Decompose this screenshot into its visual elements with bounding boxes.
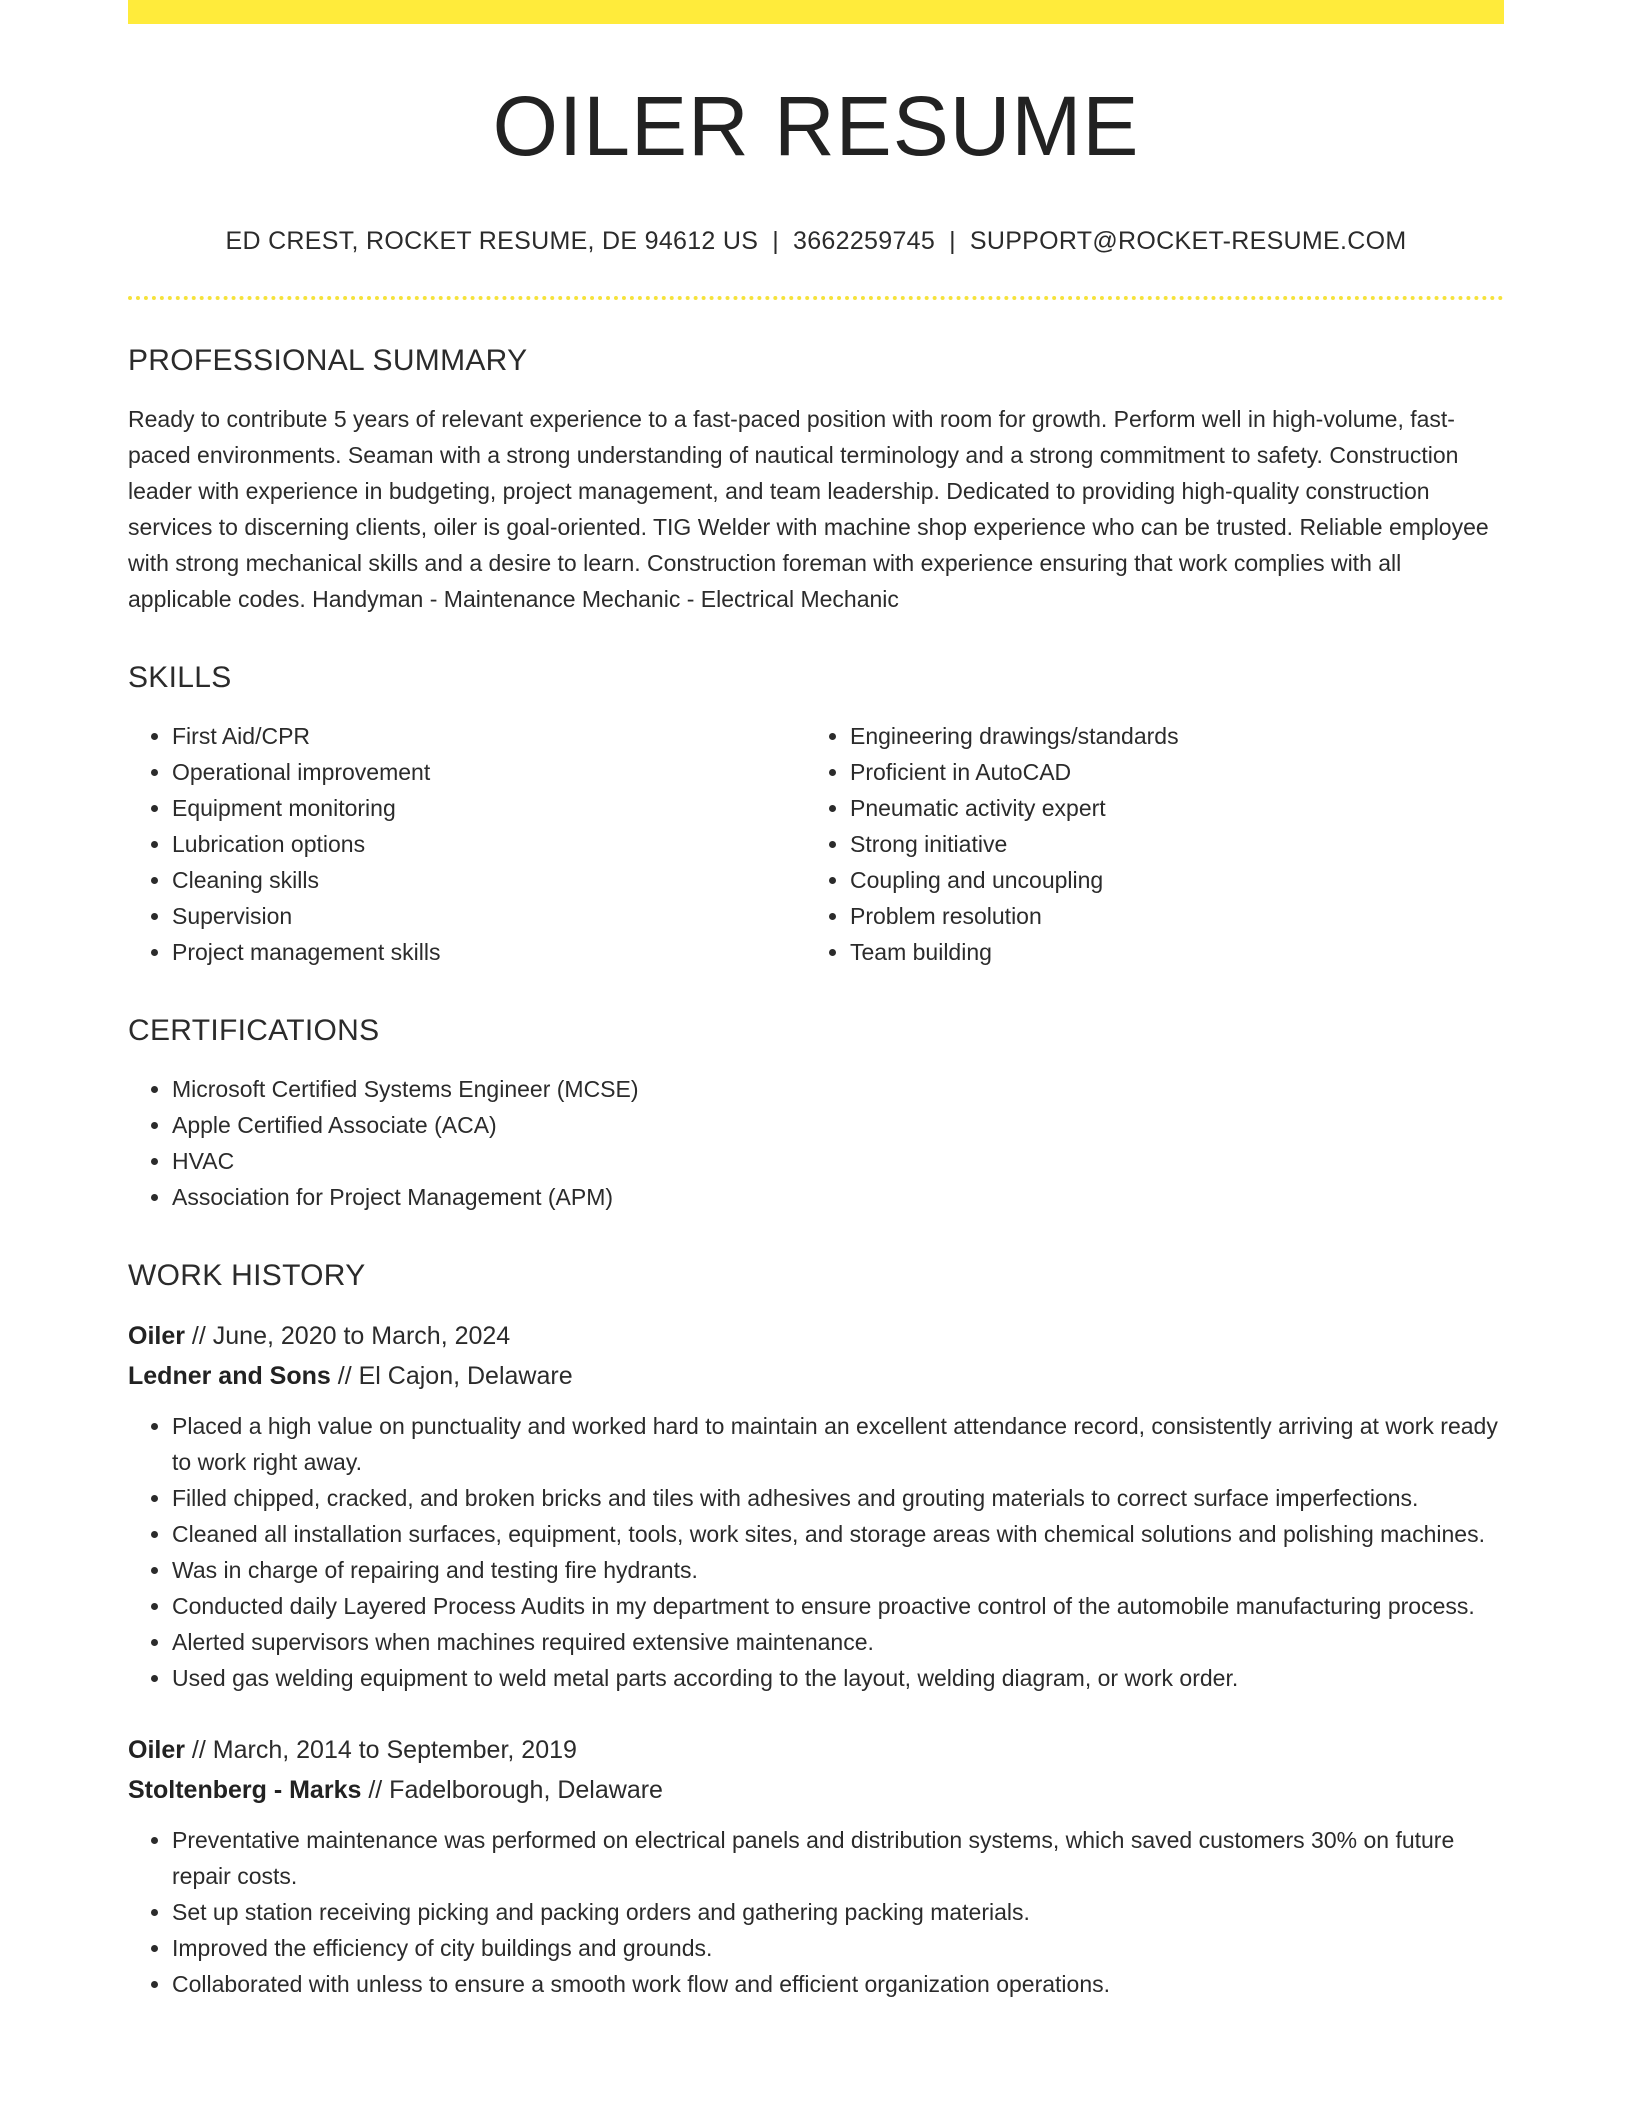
resume-page: [128, 0, 1504, 2002]
job-bullet: • Alerted supervisors when machines required extensive maintenance.: [172, 1624, 1504, 1660]
job-title-line: [128, 1730, 1504, 1770]
skill-item: • Problem resolution: [850, 898, 1484, 934]
resume-title: OILER RESUME: [492, 79, 1140, 173]
job-bullet: • Used gas welding equipment to weld metal parts according to the layout, welding diagram, or work order.: [172, 1660, 1504, 1696]
skill-item: • First Aid/CPR: [172, 718, 806, 754]
section-heading-summary: PROFESSIONAL SUMMARY: [128, 344, 528, 377]
section-heading-skills: SKILLS: [128, 661, 232, 694]
certification-item: • HVAC: [172, 1143, 1504, 1179]
skills-column-left: [128, 718, 806, 970]
contact-line: [128, 226, 1504, 256]
job-entry: [128, 1316, 1504, 1696]
job-bullet: • Set up station receiving picking and packing orders and gathering packing materials.: [172, 1894, 1504, 1930]
job-entry: [128, 1730, 1504, 2002]
skill-item: • Project management skills: [172, 934, 806, 970]
job-divider: //: [184, 1736, 213, 1764]
contact-separator: |: [949, 227, 956, 255]
job-title-line: [128, 1316, 1504, 1356]
skill-item: • Engineering drawings/standards: [850, 718, 1484, 754]
job-dates: June, 2020 to March, 2024: [212, 1322, 511, 1350]
skill-item: • Supervision: [172, 898, 806, 934]
skill-item: • Proficient in AutoCAD: [850, 754, 1484, 790]
section-heading-work-history: WORK HISTORY: [128, 1259, 366, 1292]
summary-section: [128, 344, 1504, 617]
skills-list-left: [128, 718, 806, 970]
certification-item: • Apple Certified Associate (ACA): [172, 1107, 1504, 1143]
skill-item: • Equipment monitoring: [172, 790, 806, 826]
certification-item: • Association for Project Management (APM): [172, 1179, 1504, 1215]
contact-phone: 3662259745: [793, 227, 936, 255]
job-location: Fadelborough, Delaware: [389, 1776, 663, 1804]
certifications-list: [128, 1071, 1504, 1215]
job-bullet: • Was in charge of repairing and testing fire hydrants.: [172, 1552, 1504, 1588]
skill-item: • Pneumatic activity expert: [850, 790, 1484, 826]
accent-bar: [128, 0, 1504, 24]
job-bullet: • Preventative maintenance was performed on electrical panels and distribution systems, which saved customers 30% on future repair costs.: [172, 1822, 1504, 1894]
job-bullets: [128, 1822, 1504, 2002]
job-bullet: • Placed a high value on punctuality and worked hard to maintain an excellent attendance record, consistently arriving at work ready to work right away.: [172, 1408, 1504, 1480]
contact-address: ED CREST, ROCKET RESUME, DE 94612 US: [225, 227, 759, 255]
job-bullets: [128, 1408, 1504, 1696]
job-divider: //: [184, 1322, 213, 1350]
job-divider: //: [330, 1362, 359, 1390]
skills-list-right: [806, 718, 1484, 970]
summary-text: Ready to contribute 5 years of relevant experience to a fast-paced position with room for growth. Perform well in high-volume, fast-paced environments. Seaman with a strong understanding of nautical terminology and a strong commitment to safety. Construction leader with experience in budgeting, project management, and team leadership. Dedicated to providing high-quality construction services to discerning clients, oiler is goal-oriented. TIG Welder with machine shop experience who can be trusted. Reliable employee with strong mechanical skills and a desire to learn. Construction foreman with experience ensuring that work complies with all applicable codes. Handyman - Maintenance Mechanic - Electrical Mechanic: [128, 406, 1489, 612]
job-bullet: • Cleaned all installation surfaces, equipment, tools, work sites, and storage areas with chemical solutions and polishing machines.: [172, 1516, 1504, 1552]
skill-item: • Coupling and uncoupling: [850, 862, 1484, 898]
skills-column-right: [806, 718, 1484, 970]
skills-grid: [128, 718, 1504, 970]
job-bullet: • Conducted daily Layered Process Audits in my department to ensure proactive control of the automobile manufacturing process.: [172, 1588, 1504, 1624]
certification-item: • Microsoft Certified Systems Engineer (MCSE): [172, 1071, 1504, 1107]
job-dates: March, 2014 to September, 2019: [212, 1736, 577, 1764]
skill-item: • Team building: [850, 934, 1484, 970]
skills-section: [128, 661, 1504, 970]
job-title: Oiler: [128, 1736, 185, 1764]
skill-item: • Cleaning skills: [172, 862, 806, 898]
section-heading-certifications: CERTIFICATIONS: [128, 1014, 380, 1047]
job-bullet: • Filled chipped, cracked, and broken bricks and tiles with adhesives and grouting materials to correct surface imperfections.: [172, 1480, 1504, 1516]
job-location: El Cajon, Delaware: [358, 1362, 573, 1390]
job-company: Ledner and Sons: [128, 1362, 331, 1390]
job-bullet: • Improved the efficiency of city buildings and grounds.: [172, 1930, 1504, 1966]
contact-email[interactable]: SUPPORT@ROCKET-RESUME.COM: [969, 227, 1407, 255]
job-company-line: [128, 1356, 1504, 1396]
certifications-section: [128, 1014, 1504, 1215]
job-company: Stoltenberg - Marks: [128, 1776, 362, 1804]
skill-item: • Strong initiative: [850, 826, 1484, 862]
job-company-line: [128, 1770, 1504, 1810]
job-divider: //: [361, 1776, 390, 1804]
contact-separator: |: [772, 227, 780, 255]
job-bullet: • Collaborated with unless to ensure a smooth work flow and efficient organization operations.: [172, 1966, 1504, 2002]
job-title: Oiler: [128, 1322, 185, 1350]
skill-item: • Operational improvement: [172, 754, 806, 790]
header-divider: [128, 296, 1504, 300]
work-history-section: [128, 1259, 1504, 2002]
skill-item: • Lubrication options: [172, 826, 806, 862]
